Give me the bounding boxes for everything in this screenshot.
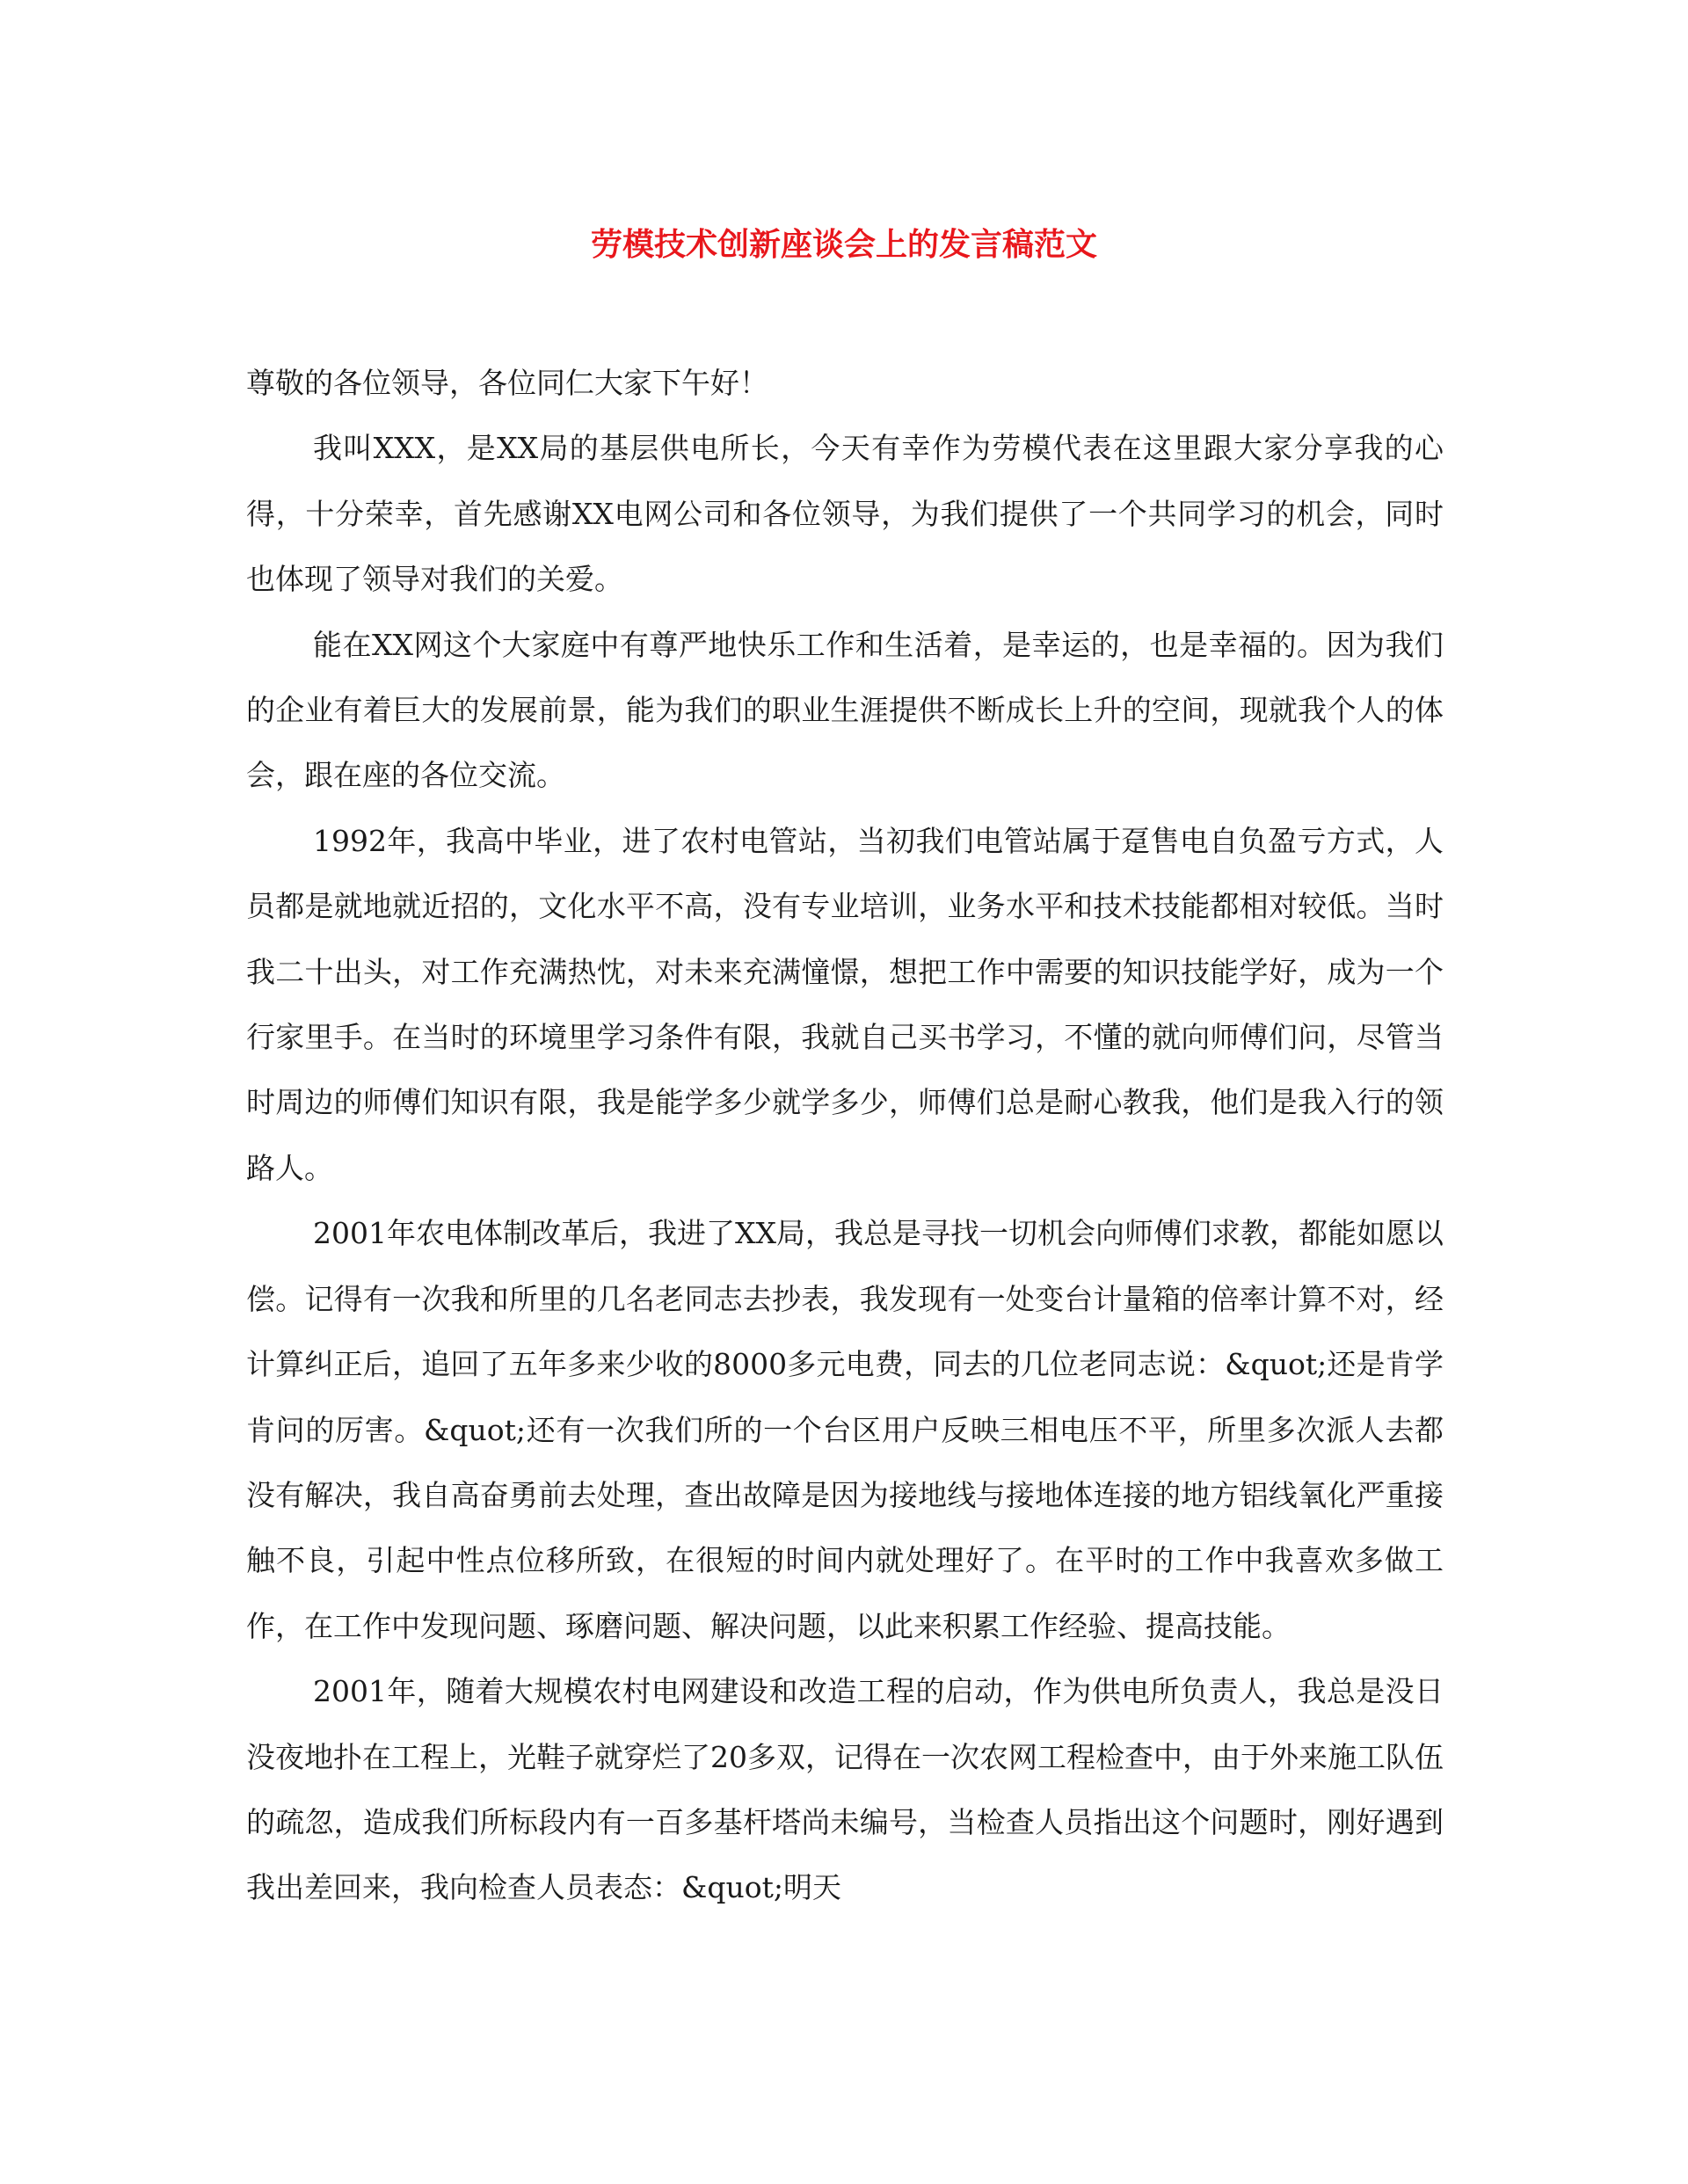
paragraph: 能在XX网这个大家庭中有尊严地快乐工作和生活着，是幸运的，也是幸福的。因为我们的企业有着巨大的发展前景，能为我们的职业生涯提供不断成长上升的空间，现就我个人的体会，跟在座的各位交流。 — [246, 627, 1444, 793]
document-title: 劳模技术创新座谈会上的发言稿范文 — [590, 226, 1097, 263]
paragraph: 1992年，我高中毕业，进了农村电管站，当初我们电管站属于趸售电自负盈亏方式，人员都是就地就近招的，文化水平不高，没有专业培训，业务水平和技术技能都相对较低。当时我二十出头，对工作充满热忱，对未来充满憧憬，想把工作中需要的知识技能学好，成为一个行家里手。在当时的环境里学习条件有限，我就自己买书学习，不懂的就向师傅们问，尽管当时周边的师傅们知识有限，我是能学多少就学多少，师傅们总是耐心教我，他们是我入行的领路人。 — [246, 823, 1444, 1185]
paragraph: 我叫XXX，是XX局的基层供电所长，今天有幸作为劳模代表在这里跟大家分享我的心得，十分荣幸，首先感谢XX电网公司和各位领导，为我们提供了一个共同学习的机会，同时也体现了领导对我们的关爱。 — [246, 431, 1444, 597]
paragraph: 2001年农电体制改革后，我进了XX局，我总是寻找一切机会向师傅们求教，都能如愿以偿。记得有一次我和所里的几名老同志去抄表，我发现有一处变台计量箱的倍率计算不对，经计算纠正后，追回了五年多来少收的8000多元电费，同去的几位老同志说：&quot;还是肯学肯问的厉害。&quot;还有一次我们所的一个台区用户反映三相电压不平，所里多次派人去都没有解决，我自高奋勇前去处理，查出故障是因为接地线与接地体连接的地方铝线氧化严重接触不良，引起中性点位移所致，在很短的时间内就处理好了。在平时的工作中我喜欢多做工作，在工作中发现问题、琢磨问题、解决问题，以此来积累工作经验、提高技能。 — [246, 1216, 1444, 1643]
salutation: 尊敬的各位领导，各位同仁大家下午好！ — [246, 366, 768, 400]
document-body — [246, 351, 1444, 1921]
paragraph: 2001年，随着大规模农村电网建设和改造工程的启动，作为供电所负责人，我总是没日没夜地扑在工程上，光鞋子就穿烂了20多双，记得在一次农网工程检查中，由于外来施工队伍的疏忽，造成我们所标段内有一百多基杆塔尚未编号，当检查人员指出这个问题时，刚好遇到我出差回来，我向检查人员表态：&quot;明天 — [246, 1674, 1444, 1905]
